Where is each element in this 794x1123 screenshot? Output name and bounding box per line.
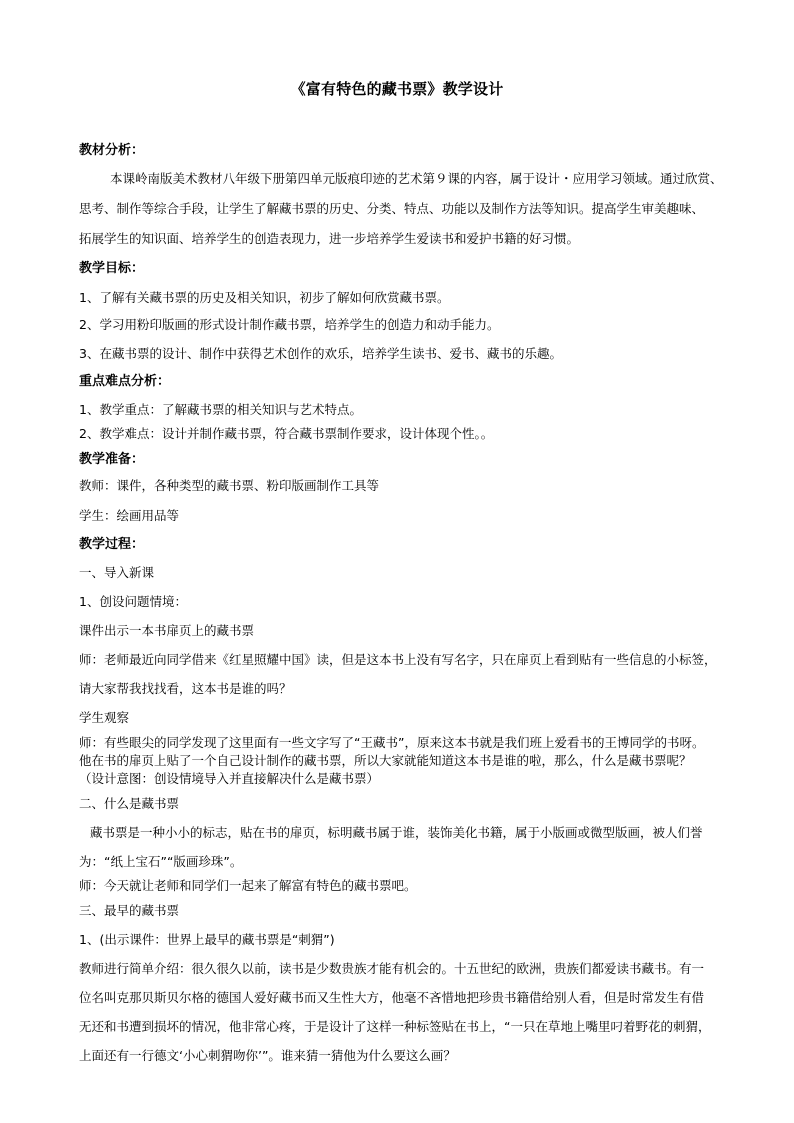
paragraph-line: 他在书的扉页上贴了一个自己设计制作的藏书票，所以大家就能知道这本书是谁的啦，那么，什么是藏书票呢？ <box>79 753 692 768</box>
list-item: 1、教学重点：了解藏书票的相关知识与艺术特点。 <box>79 402 362 417</box>
paragraph-line: 1、创设问题情境： <box>79 594 187 609</box>
list-item: 1、了解有关藏书票的历史及相关知识，初步了解如何欣赏藏书票。 <box>79 290 450 305</box>
paragraph-line: 思考、制作等综合手段，让学生了解藏书票的历史、分类、特点、功能以及制作方法等知识。提高学生审美趣味、 <box>79 201 705 216</box>
paragraph-line: 本课岭南版美术教材八年级下册第四单元版痕印迹的艺术第９课的内容，属于设计・应用学习领域。通过欣赏、 <box>110 171 723 186</box>
paragraph-line: 1、(出示课件：世界上最早的藏书票是“刺猬”) <box>79 932 335 947</box>
paragraph-line: 请大家帮我找找看，这本书是谁的吗？ <box>79 681 292 696</box>
paragraph-line: 拓展学生的知识面、培养学生的创造表现力，进一步培养学生爱读书和爱护书籍的好习惯。 <box>79 231 580 246</box>
paragraph-line: 师：老师最近向同学借来《红星照耀中国》读，但是这本书上没有写名字，只在扉页上看到贴有一些信息的小标签， <box>79 652 717 667</box>
subsection-heading: 三、最早的藏书票 <box>79 903 180 918</box>
paragraph-line: 无还和书遭到损坏的情况，他非常心疼，于是设计了这样一种标签贴在书上，“一只在草地上嘴里叼着野花的刺猬， <box>79 1019 711 1034</box>
section-heading-process: 教学过程： <box>79 537 145 552</box>
paragraph-line: 师：今天就让老师和同学们一起来了解富有特色的藏书票吧。 <box>79 878 417 893</box>
section-heading-goals: 教学目标： <box>79 261 145 276</box>
document-title: 《富有特色的藏书票》教学设计 <box>290 80 504 98</box>
paragraph-line: 师：有些眼尖的同学发现了这里面有一些文字写了“王藏书”，原来这本书就是我们班上爱看书的王博同学的书呀。 <box>79 735 705 750</box>
paragraph-line: 学生：绘画用品等 <box>79 508 180 523</box>
paragraph-line: 上面还有一行德文‘小心刺猬吻你’”。谁来猜一猜他为什么要这么画？ <box>79 1048 456 1063</box>
paragraph-line: 位名叫克那贝斯贝尔格的德国人爱好藏书而又生性大方，他毫不吝惜地把珍贵书籍借给别人看，但是时常发生有借 <box>79 990 705 1005</box>
subsection-heading: 一、导入新课 <box>79 565 155 580</box>
paragraph-line: 藏书票是一种小小的标志，贴在书的扉页，标明藏书属于谁，装饰美化书籍，属于小版画或微型版画，被人们誉 <box>90 825 703 840</box>
list-item: 2、学习用粉印版画的形式设计制作藏书票，培养学生的创造力和动手能力。 <box>79 317 500 332</box>
list-item: 2、教学难点：设计并制作藏书票，符合藏书票制作要求，设计体现个性。。 <box>79 426 494 441</box>
paragraph-line: 学生观察 <box>79 710 130 725</box>
paragraph-line: 为：“纸上宝石”“版画珍珠”。 <box>79 854 243 869</box>
section-heading-key-points: 重点难点分析： <box>79 374 171 389</box>
subsection-heading: 二、什么是藏书票 <box>79 796 180 811</box>
section-heading-analysis: 教材分析： <box>79 143 145 158</box>
paragraph-line: （设计意图：创设情境导入并直接解决什么是藏书票） <box>79 771 380 786</box>
paragraph-line: 课件出示一本书扉页上的藏书票 <box>79 623 255 638</box>
paragraph-line: 教师：课件，各种类型的藏书票、粉印版画制作工具等 <box>79 478 380 493</box>
paragraph-line: 教师进行简单介绍：很久很久以前，读书是少数贵族才能有机会的。十五世纪的欧洲，贵族们都爱读书藏书。有一 <box>79 961 705 976</box>
list-item: 3、在藏书票的设计、制作中获得艺术创作的欢乐，培养学生读书、爱书、藏书的乐趣。 <box>79 346 562 361</box>
section-heading-preparation: 教学准备： <box>79 452 145 467</box>
